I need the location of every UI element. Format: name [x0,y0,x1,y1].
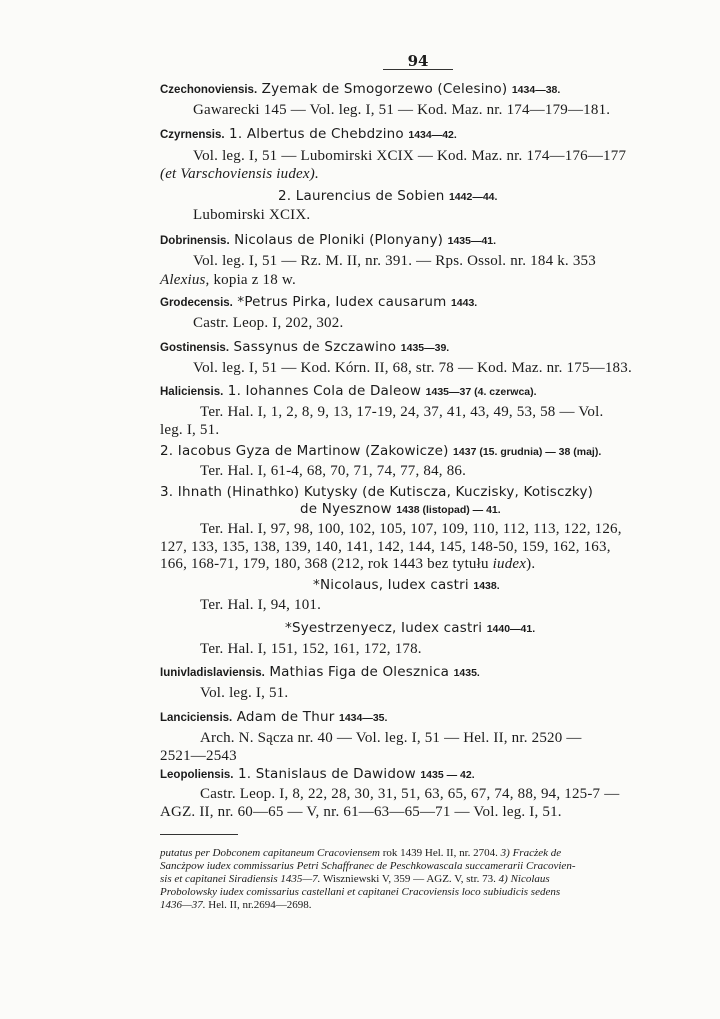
text-line [193,314,343,331]
text-line [160,125,457,142]
text-line-segment: 166, 168-71, 179, 180, 368 (212, rok 1443 bez tytułu [160,556,493,572]
text-line-segment: Czechonoviensis. [160,84,258,96]
text-line [193,206,310,223]
text-line [160,80,560,97]
text-line [193,359,632,376]
text-line-segment: Vol. leg. I, 51 — Kod. Kórn. II, 68, str. 78 — Kod. Maz. nr. 175—183. [193,360,632,376]
text-line [200,596,321,613]
text-line-segment: 1434—38. [511,84,561,96]
text-line [160,293,477,310]
text-line-segment: Adam de Thur [232,709,339,725]
text-line-segment: 1. Iohannes Cola de Daleow [223,383,426,399]
text-line-segment: 3. Ihnath (Hinathko) Kutysky (de Kutiscza, Kuczisky, Kotisczky) [160,484,594,500]
text-line [160,338,449,355]
text-line-segment: 1435—37 (4. czerwca). [425,386,537,398]
text-line-segment: 1. Albertus de Chebdzino [224,126,409,142]
text-line-segment: Gawarecki 145 — Vol. leg. I, 51 — Kod. Maz. nr. 174—179—181. [193,102,611,118]
text-line-segment: Nicolaus de Ploniki (Plonyany) [229,232,448,248]
text-line [200,462,466,479]
text-line [193,101,610,118]
text-line-segment: Sassynus de Szczawino [229,339,401,355]
footnote-line-segment: 4) Nicolaus [495,873,550,885]
text-line-segment: iudex [492,556,527,572]
text-line-segment: Ter. Hal. I, 61-4, 68, 70, 71, 74, 77, 84, 86. [200,463,467,479]
text-line-segment: Zyemak de Smogorzewo (Celesino) [257,81,512,97]
text-line-segment: 1438 (listopad) — 41. [396,504,501,516]
text-line [160,421,219,438]
text-line-segment: *Petrus Pirka, Iudex causarum [232,294,451,310]
text-line [160,663,480,680]
text-line [160,442,601,459]
text-line [200,684,288,701]
text-line-segment: 127, 133, 135, 138, 139, 140, 141, 142, 144, 145, 148-50, 159, 162, 163, [160,539,611,555]
footnote-line-segment: sis et capitanei Siradiensis 1435—7. [160,873,321,885]
text-line [313,576,500,593]
text-line-segment: Gostinensis. [160,342,230,354]
text-line [200,520,622,537]
text-line-segment: Ter. Hal. I, 94, 101. [200,597,322,613]
text-line [160,803,562,820]
footnote-line-segment: 1436—37. [160,899,206,911]
text-line-segment: de Nyesznow [300,501,397,517]
footnote-line-segment: Hel. II, nr.2694—2698. [205,899,312,911]
text-line [160,555,535,572]
text-line-segment: Czyrnensis. [160,129,225,141]
text-line-segment: 1. Stanislaus de Dawidow [233,766,421,782]
footnote-line-segment: rok 1439 Hel. II, nr. 2704. [382,847,498,859]
text-line-segment: Vol. leg. I, 51. [200,685,289,701]
text-line [278,187,497,204]
text-line-segment: 2521—2543 [160,748,237,764]
text-line [160,483,593,500]
text-line-segment: *Syestrzenyecz, Iudex castri [285,620,487,636]
text-line-segment: Haliciensis. [160,386,224,398]
text-line-segment: Arch. N. Sącza nr. 40 — Vol. leg. I, 51 — Hel. II, nr. 2520 — [200,730,582,746]
text-line [200,640,422,657]
text-line [160,708,387,725]
text-line-segment: 1443. [450,297,478,309]
text-line [160,271,296,288]
text-line [160,382,537,399]
text-line [200,403,603,420]
footnote-line [160,895,312,911]
text-line-segment: Ter. Hal. I, 1, 2, 8, 9, 13, 17-19, 24, 37, 41, 43, 49, 53, 58 — Vol. [200,404,604,420]
text-line-segment: ). [526,556,536,572]
text-line-segment: Leopoliensis. [160,769,234,781]
text-line-segment: 1435 — 42. [420,769,475,781]
text-line-segment: Ter. Hal. I, 97, 98, 100, 102, 105, 107, 109, 110, 112, 113, 122, 126, [200,521,622,537]
text-line [193,147,626,164]
page-number: 94 [407,52,429,70]
text-line-segment: 2. Iacobus Gyza de Martinow (Zakowicze) [160,443,454,459]
text-line [300,500,501,517]
text-line-segment: 2. Laurencius de Sobien [278,188,449,204]
text-line-segment: kopia z 18 w. [209,272,296,288]
text-line-segment: Ter. Hal. I, 151, 152, 161, 172, 178. [200,641,422,657]
text-line-segment: Vol. leg. I, 51 — Lubomirski XCIX — Kod. Maz. nr. 174—176—177 [193,148,627,164]
text-line-segment: Grodecensis. [160,297,233,309]
text-line-segment: 1435—39. [400,342,450,354]
text-line [160,231,496,248]
text-line-segment: Castr. Leop. I, 202, 302. [193,315,344,331]
text-line [193,252,596,269]
text-line [160,538,611,555]
text-line-segment: 1434—42. [408,129,457,141]
text-line-segment: Vol. leg. I, 51 — Rz. M. II, nr. 391. — Rps. Ossol. nr. 184 k. 353 [193,253,596,269]
footnote-line-segment: putatus per Dobconem capitaneum Cracoviensem [160,847,383,859]
text-line-segment: Lubomirski XCIX. [193,207,311,223]
text-line [200,729,582,746]
text-line [160,747,237,764]
text-line-segment: (et Varschoviensis iudex). [160,166,319,182]
text-line-segment: Castr. Leop. I, 8, 22, 28, 30, 31, 51, 63, 65, 67, 74, 88, 94, 125-7 — [200,786,620,802]
text-line [160,765,475,782]
text-line-segment: Lanciciensis. [160,712,233,724]
text-line-segment: Iunivladislaviensis. [160,667,265,679]
text-line-segment: Alexius, [160,272,210,288]
text-line [160,165,319,182]
text-line [285,619,535,636]
footnote-separator [160,834,238,835]
text-line-segment: *Nicolaus, Iudex castri [313,577,474,593]
text-line-segment: 1442—44. [448,191,498,203]
text-line [200,785,619,802]
text-line-segment: 1435. [453,667,480,679]
text-line-segment: 1434—35. [338,712,388,724]
footnote-line-segment: 3) Fracżek de [497,847,562,859]
text-line-segment: Dobrinensis. [160,235,230,247]
page-number-rule [383,69,453,70]
text-line-segment: leg. I, 51. [160,422,220,438]
text-line-segment: 1440—41. [486,623,536,635]
text-line-segment: 1437 (15. grudnia) — 38 (maj). [453,446,602,458]
text-line-segment: 1435—41. [447,235,497,247]
footnote-line-segment: Probolowsky iudex comissarius castellani et capitanei Cracoviensis loco subiudicis sedens [160,886,561,898]
text-line-segment: Mathias Figa de Olesznica [264,664,454,680]
footnote-line-segment: Wiszniewski V, 359 — AGZ. V, str. 73. [320,873,496,885]
text-line-segment: 1438. [473,580,500,592]
footnote-line-segment: Sancżpow iudex commissarius Petri Schaffranec de Peschkowascala succamerarii Cracovien- [160,860,576,872]
text-line-segment: AGZ. II, nr. 60—65 — V, nr. 61—63—65—71 — Vol. leg. I, 51. [160,804,562,820]
